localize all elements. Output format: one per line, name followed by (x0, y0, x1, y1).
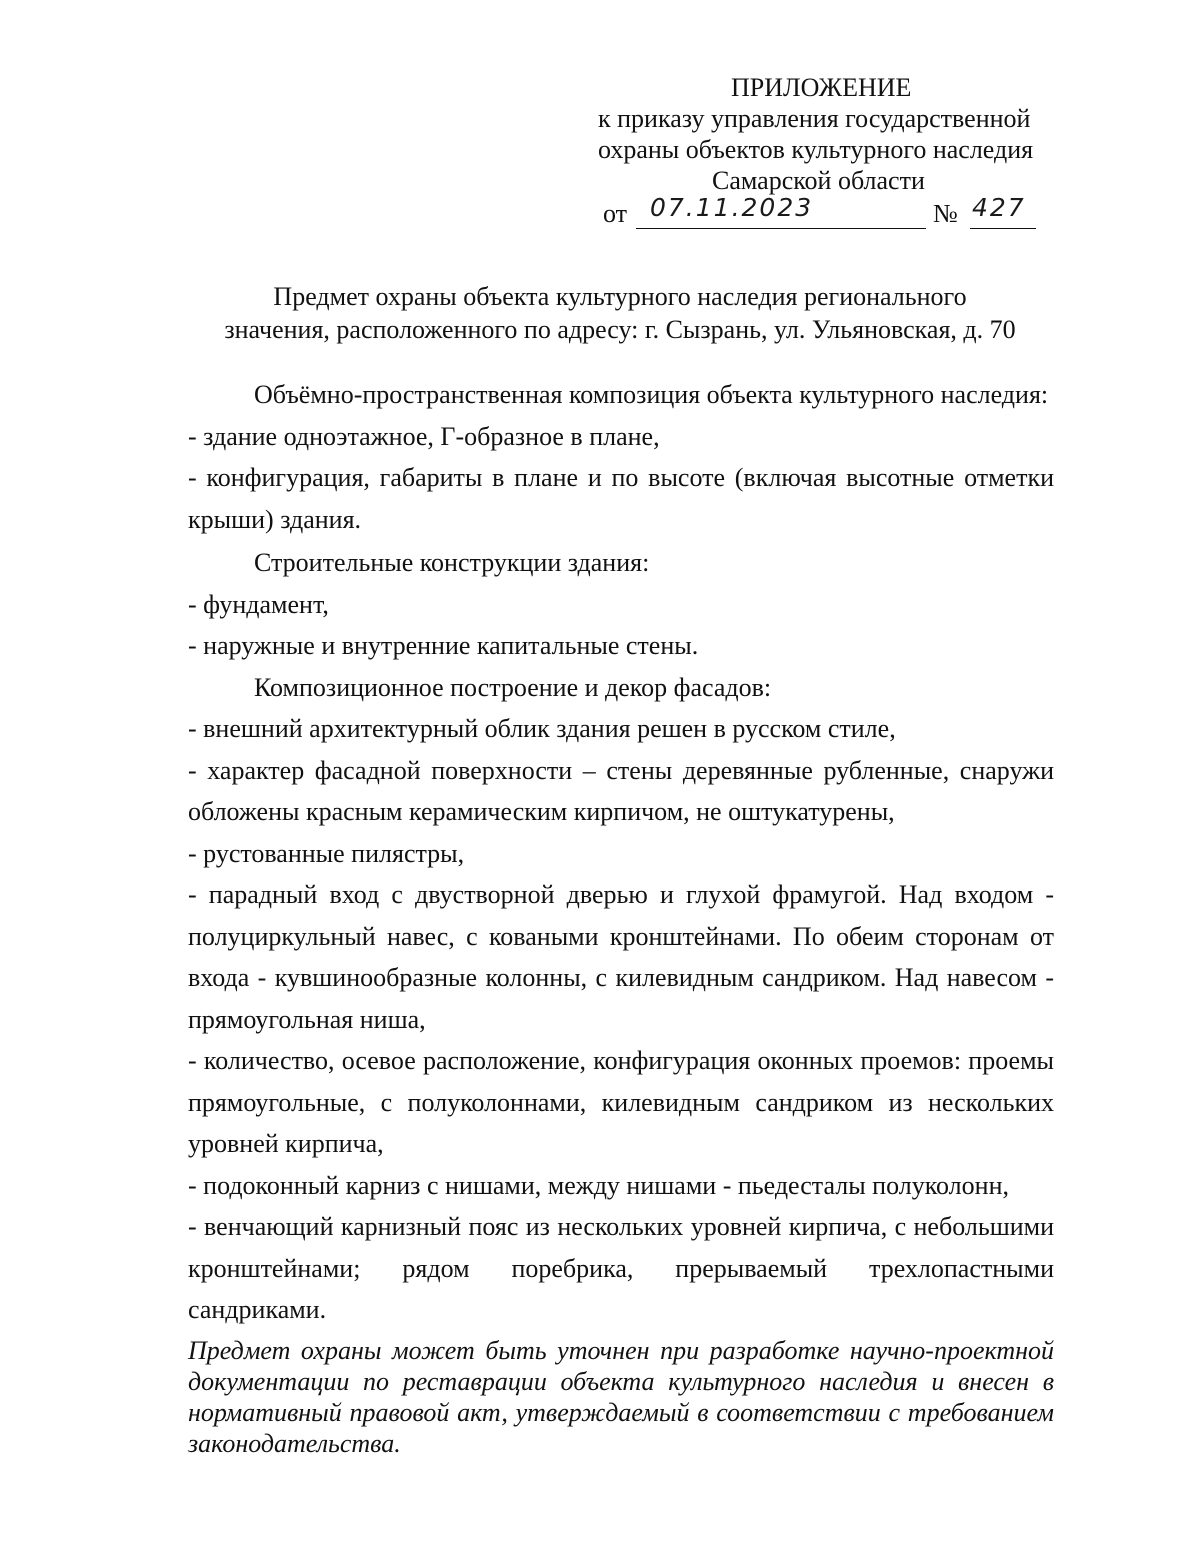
title-line-1: Предмет охраны объекта культурного наследия регионального (273, 282, 967, 311)
appendix-header (598, 72, 1043, 232)
appendix-line-3: Самарской области (712, 166, 925, 195)
list-item: - парадный вход с двустворной дверью и глухой фрамугой. Над входом - полуциркульный навес, с коваными кронштейнами. По обеим сторонам от входа - кувшинообразные колонны, с килевидным сандриком. Над навесом - прямоугольная ниша, (188, 880, 1054, 1034)
list-item: - внешний архитектурный облик здания решен в русском стиле, (188, 714, 896, 743)
closing-note-text: Предмет охраны может быть уточнен при разработке научно-проектной документации по реставрации объекта культурного наследия и внесен в нормативный правовой акт, утверждаемый в соответствии с требованием законодательства. (188, 1336, 1054, 1458)
section-heading-composition: Объёмно-пространственная композиция объекта культурного наследия: (254, 380, 1049, 409)
list-item: - характер фасадной поверхности – стены деревянные рубленные, снаружи обложены красным керамическим кирпичом, не оштукатурены, (188, 755, 1054, 826)
order-date-number-line (598, 193, 1043, 232)
date-prefix: от (603, 199, 628, 228)
appendix-line-2: охраны объектов культурного наследия (598, 135, 1034, 164)
number-prefix: № (933, 199, 958, 228)
list-item: - количество, осевое расположение, конфигурация оконных проемов: проемы прямоугольные, с полуколоннами, килевидным сандриком из нескольких уровней кирпича, (188, 1046, 1054, 1158)
list-item: - фундамент, (188, 589, 329, 619)
number-field (970, 193, 1036, 229)
list-item: - венчающий карнизный пояс из нескольких уровней кирпича, с небольшими кронштейнами; рядом поребрика, прерываемый трехлопастными сандриками. (188, 1212, 1054, 1324)
date-field (636, 193, 926, 229)
title-line-2: значения, расположенного по адресу: г. Сызрань, ул. Ульяновская, д. 70 (224, 315, 1016, 344)
document-body (188, 374, 1054, 1331)
appendix-title: ПРИЛОЖЕНИЕ (731, 73, 912, 102)
list-item: - рустованные пилястры, (188, 838, 465, 868)
appendix-line-1: к приказу управления государственной (598, 104, 1031, 133)
list-item: - подоконный карниз с нишами, между нишами - пьедесталы полуколонн, (188, 1170, 1009, 1200)
list-item: - здание одноэтажное, Г-образное в плане, (188, 421, 660, 451)
closing-note (188, 1335, 1054, 1459)
section-heading-structures: Строительные конструкции здания: (254, 548, 650, 577)
section-heading-facades: Композиционное построение и декор фасадов: (254, 672, 772, 702)
list-item: - наружные и внутренние капитальные стены. (188, 631, 699, 660)
handwritten-date: 07.11.2023 (650, 193, 814, 222)
document-title (190, 280, 1050, 346)
handwritten-number: 427 (972, 193, 1026, 222)
list-item: - конфигурация, габариты в плане и по высоте (включая высотные отметки крыши) здания. (188, 463, 1054, 534)
